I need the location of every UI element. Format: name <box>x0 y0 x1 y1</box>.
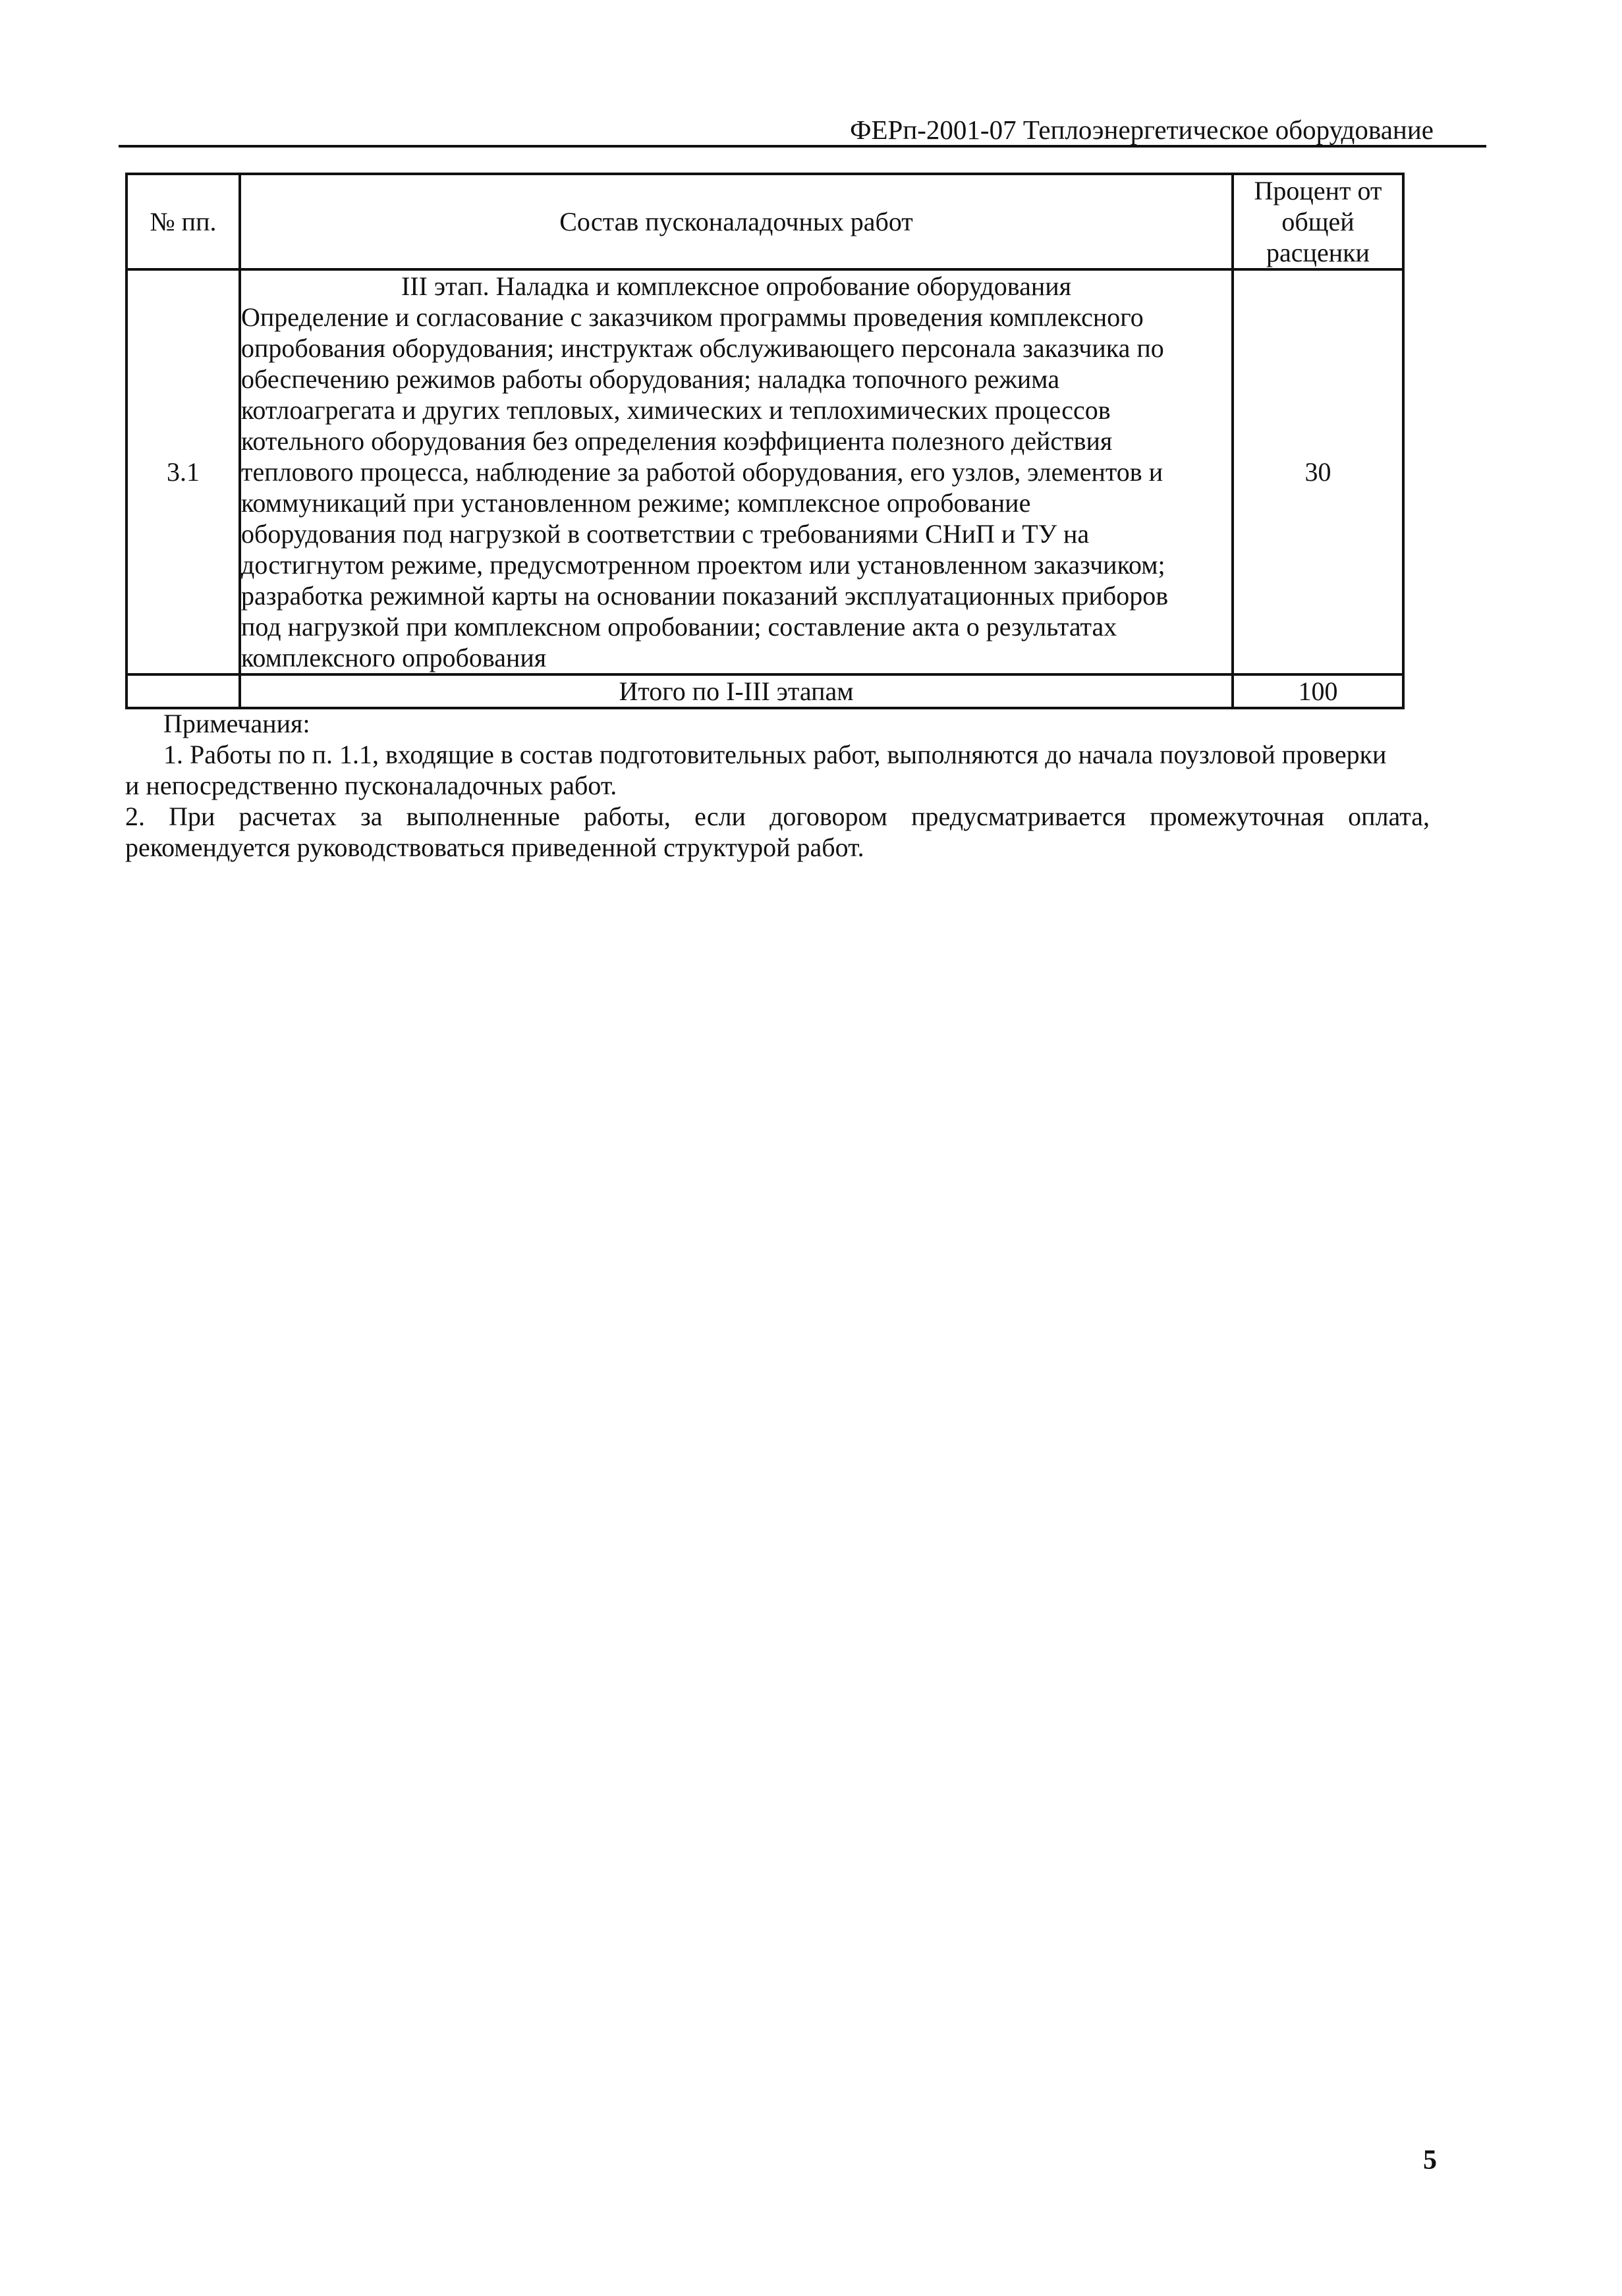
header-title: ФЕРп-2001-07 Теплоэнергетическое оборудование <box>850 115 1434 145</box>
description-line: котлоагрегата и других тепловых, химических и теплохимических процессов <box>241 395 1111 425</box>
description-line: под нагрузкой при комплексном опробовании; составление акта о результатах <box>241 612 1117 642</box>
notes-section <box>125 708 1430 863</box>
row-number: 3.1 <box>126 269 240 674</box>
page-number: 5 <box>1423 2145 1437 2175</box>
description-line: опробования оборудования; инструктаж обслуживающего персонала заказчика по <box>241 333 1164 363</box>
note-2-line-1: 2. При расчетах за выполненные работы, если договором предусматривается промежуточная оплата, <box>125 802 1430 831</box>
table-row <box>126 269 1403 674</box>
description-line: оборудования под нагрузкой в соответствии с требованиями СНиП и ТУ на <box>241 519 1090 549</box>
column-header-percent-line: Процент от <box>1254 176 1382 205</box>
column-header-percent-line: общей <box>1281 207 1355 236</box>
notes-title: Примечания: <box>163 709 310 738</box>
description-line: коммуникаций при установленном режиме; комплексное опробование <box>241 488 1031 518</box>
description-line: комплексного опробования <box>241 643 547 672</box>
description-line: обеспечению режимов работы оборудования; наладка топочного режима <box>241 364 1060 394</box>
running-header <box>119 105 1486 148</box>
row-percent: 30 <box>1233 269 1403 674</box>
works-table <box>125 173 1405 709</box>
table-total-row <box>126 674 1403 708</box>
total-label: Итого по I-III этапам <box>240 674 1233 708</box>
column-header-number: № пп. <box>126 174 240 269</box>
total-number-cell <box>126 674 240 708</box>
note-1-line-2: и непосредственно пусконаладочных работ. <box>125 771 617 800</box>
description-line: котельного оборудования без определения коэффициента полезного действия <box>241 426 1113 456</box>
column-header-description: Состав пусконаладочных работ <box>240 174 1233 269</box>
table-header-row <box>126 174 1403 269</box>
description-line: Определение и согласование с заказчиком программы проведения комплексного <box>241 302 1144 332</box>
row-description <box>240 269 1233 674</box>
total-percent: 100 <box>1233 674 1403 708</box>
description-line: разработка режимной карты на основании показаний эксплуатационных приборов <box>241 581 1169 611</box>
note-2-line-2: рекомендуется руководствоваться приведенной структурой работ. <box>125 833 864 862</box>
column-header-percent <box>1233 174 1403 269</box>
description-line: теплового процесса, наблюдение за работой оборудования, его узлов, элементов и <box>241 457 1163 487</box>
stage-title: III этап. Наладка и комплексное опробование оборудования <box>401 271 1072 301</box>
note-1-line-1: 1. Работы по п. 1.1, входящие в состав подготовительных работ, выполняются до начала поузловой проверки <box>163 740 1387 769</box>
description-line: достигнутом режиме, предусмотренном проектом или установленном заказчиком; <box>241 550 1165 580</box>
column-header-percent-line: расценки <box>1266 238 1370 267</box>
